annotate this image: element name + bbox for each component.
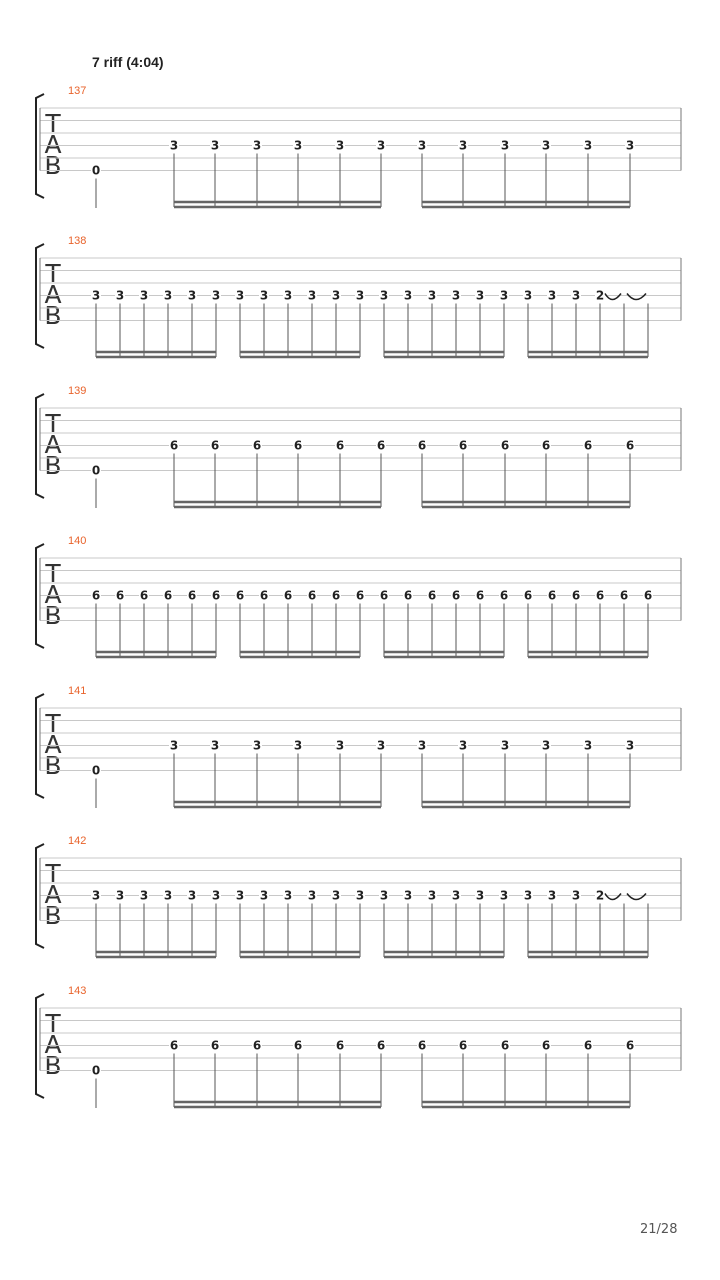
fret-number: 6 — [541, 438, 551, 453]
measure-number: 143 — [68, 985, 87, 997]
fret-number: 3 — [235, 288, 245, 303]
fret-number: 3 — [91, 888, 101, 903]
tab-clef-letter: A — [44, 580, 62, 609]
fret-number: 6 — [595, 588, 605, 603]
tab-clef-letter: B — [44, 901, 62, 930]
fret-number: 6 — [458, 1038, 468, 1053]
tab-staff — [0, 392, 720, 517]
fret-number: 3 — [376, 138, 386, 153]
measure-number: 141 — [68, 685, 87, 697]
tie-arc — [605, 894, 621, 900]
tab-clef-letter: A — [44, 880, 62, 909]
fret-number: 3 — [451, 888, 461, 903]
fret-number: 3 — [499, 288, 509, 303]
fret-number: 3 — [499, 888, 509, 903]
fret-number: 0 — [91, 1063, 101, 1078]
fret-number: 3 — [169, 738, 179, 753]
fret-number: 3 — [403, 888, 413, 903]
fret-number: 3 — [547, 888, 557, 903]
tab-clef-letter: B — [44, 601, 62, 630]
fret-number: 3 — [571, 888, 581, 903]
fret-number: 6 — [293, 438, 303, 453]
fret-number: 3 — [115, 288, 125, 303]
tab-clef-letter: T — [45, 709, 61, 738]
fret-number: 3 — [417, 138, 427, 153]
fret-number: 6 — [619, 588, 629, 603]
fret-number: 6 — [451, 588, 461, 603]
fret-number: 6 — [259, 588, 269, 603]
fret-number: 3 — [583, 738, 593, 753]
fret-number: 6 — [283, 588, 293, 603]
fret-number: 6 — [643, 588, 653, 603]
fret-number: 3 — [163, 888, 173, 903]
fret-number: 3 — [475, 288, 485, 303]
fret-number: 3 — [139, 888, 149, 903]
fret-number: 6 — [541, 1038, 551, 1053]
fret-number: 6 — [235, 588, 245, 603]
fret-number: 6 — [427, 588, 437, 603]
fret-number: 3 — [259, 888, 269, 903]
fret-number: 3 — [523, 288, 533, 303]
fret-number: 6 — [499, 588, 509, 603]
fret-number: 3 — [379, 288, 389, 303]
fret-number: 6 — [139, 588, 149, 603]
fret-number: 3 — [331, 888, 341, 903]
fret-number: 3 — [252, 138, 262, 153]
fret-number: 3 — [307, 888, 317, 903]
tab-staff — [0, 242, 720, 367]
tab-staff — [0, 692, 720, 817]
fret-number: 3 — [403, 288, 413, 303]
fret-number: 3 — [163, 288, 173, 303]
fret-number: 6 — [625, 438, 635, 453]
fret-number: 3 — [451, 288, 461, 303]
fret-number: 3 — [210, 738, 220, 753]
fret-number: 3 — [307, 288, 317, 303]
fret-number: 6 — [169, 438, 179, 453]
measure-number: 138 — [68, 235, 87, 247]
fret-number: 6 — [355, 588, 365, 603]
fret-number: 6 — [376, 1038, 386, 1053]
fret-number: 3 — [139, 288, 149, 303]
fret-number: 3 — [417, 738, 427, 753]
fret-number: 3 — [283, 888, 293, 903]
measure-number: 137 — [68, 85, 87, 97]
tab-system — [0, 535, 720, 667]
fret-number: 3 — [427, 288, 437, 303]
fret-number: 3 — [211, 288, 221, 303]
tab-staff — [0, 992, 720, 1117]
fret-number: 6 — [163, 588, 173, 603]
fret-number: 3 — [211, 888, 221, 903]
fret-number: 3 — [259, 288, 269, 303]
tab-clef-letter: A — [44, 130, 62, 159]
fret-number: 6 — [169, 1038, 179, 1053]
tab-system — [0, 835, 720, 967]
fret-number: 6 — [403, 588, 413, 603]
fret-number: 6 — [583, 438, 593, 453]
fret-number: 6 — [187, 588, 197, 603]
tab-system — [0, 235, 720, 367]
fret-number: 6 — [331, 588, 341, 603]
fret-number: 6 — [335, 1038, 345, 1053]
fret-number: 3 — [571, 288, 581, 303]
tab-clef-letter: B — [44, 451, 62, 480]
fret-number: 6 — [583, 1038, 593, 1053]
tab-staff — [0, 542, 720, 667]
tab-clef-letter: B — [44, 151, 62, 180]
tie-arc — [605, 294, 621, 300]
fret-number: 2 — [595, 888, 605, 903]
measure-number: 140 — [68, 535, 87, 547]
tab-system — [0, 85, 720, 217]
fret-number: 3 — [355, 288, 365, 303]
fret-number: 6 — [115, 588, 125, 603]
measure-number: 142 — [68, 835, 87, 847]
tab-staff — [0, 842, 720, 967]
fret-number: 6 — [523, 588, 533, 603]
tab-system — [0, 985, 720, 1117]
tab-clef-letter: T — [45, 559, 61, 588]
tab-clef-letter: B — [44, 1051, 62, 1080]
section-title: 7 riff (4:04) — [92, 54, 164, 70]
fret-number: 3 — [379, 888, 389, 903]
fret-number: 3 — [187, 888, 197, 903]
tab-staff — [0, 92, 720, 217]
fret-number: 3 — [500, 138, 510, 153]
fret-number: 6 — [252, 438, 262, 453]
fret-number: 3 — [475, 888, 485, 903]
fret-number: 3 — [235, 888, 245, 903]
fret-number: 2 — [595, 288, 605, 303]
fret-number: 6 — [210, 438, 220, 453]
fret-number: 3 — [331, 288, 341, 303]
fret-number: 0 — [91, 463, 101, 478]
fret-number: 3 — [583, 138, 593, 153]
fret-number: 6 — [293, 1038, 303, 1053]
tie-arc — [627, 894, 646, 900]
fret-number: 3 — [355, 888, 365, 903]
fret-number: 6 — [417, 438, 427, 453]
measure-number: 139 — [68, 385, 87, 397]
fret-number: 3 — [625, 138, 635, 153]
fret-number: 3 — [283, 288, 293, 303]
fret-number: 6 — [625, 1038, 635, 1053]
fret-number: 3 — [335, 138, 345, 153]
fret-number: 6 — [211, 588, 221, 603]
fret-number: 6 — [379, 588, 389, 603]
fret-number: 6 — [417, 1038, 427, 1053]
fret-number: 3 — [547, 288, 557, 303]
fret-number: 6 — [210, 1038, 220, 1053]
fret-number: 6 — [547, 588, 557, 603]
tab-clef-letter: A — [44, 1030, 62, 1059]
fret-number: 3 — [252, 738, 262, 753]
fret-number: 6 — [500, 1038, 510, 1053]
fret-number: 3 — [523, 888, 533, 903]
fret-number: 0 — [91, 163, 101, 178]
tab-clef-letter: T — [45, 259, 61, 288]
tab-system — [0, 685, 720, 817]
fret-number: 3 — [625, 738, 635, 753]
fret-number: 3 — [115, 888, 125, 903]
fret-number: 6 — [376, 438, 386, 453]
fret-number: 6 — [571, 588, 581, 603]
tie-arc — [627, 294, 646, 300]
tab-clef-letter: A — [44, 730, 62, 759]
tab-clef-letter: T — [45, 109, 61, 138]
fret-number: 0 — [91, 763, 101, 778]
fret-number: 3 — [187, 288, 197, 303]
fret-number: 3 — [458, 138, 468, 153]
tab-clef-letter: T — [45, 1009, 61, 1038]
fret-number: 3 — [293, 738, 303, 753]
page-number: 21/28 — [640, 1222, 678, 1237]
tab-system — [0, 385, 720, 517]
tab-clef-letter: A — [44, 280, 62, 309]
fret-number: 3 — [335, 738, 345, 753]
fret-number: 6 — [335, 438, 345, 453]
fret-number: 3 — [427, 888, 437, 903]
fret-number: 3 — [376, 738, 386, 753]
fret-number: 6 — [307, 588, 317, 603]
fret-number: 6 — [252, 1038, 262, 1053]
fret-number: 6 — [91, 588, 101, 603]
fret-number: 3 — [541, 738, 551, 753]
tab-clef-letter: T — [45, 859, 61, 888]
tab-clef-letter: A — [44, 430, 62, 459]
tab-clef-letter: B — [44, 301, 62, 330]
fret-number: 3 — [169, 138, 179, 153]
tab-clef-letter: B — [44, 751, 62, 780]
tab-clef-letter: T — [45, 409, 61, 438]
fret-number: 3 — [541, 138, 551, 153]
fret-number: 3 — [458, 738, 468, 753]
fret-number: 3 — [91, 288, 101, 303]
fret-number: 6 — [475, 588, 485, 603]
fret-number: 3 — [293, 138, 303, 153]
fret-number: 6 — [458, 438, 468, 453]
fret-number: 6 — [500, 438, 510, 453]
fret-number: 3 — [500, 738, 510, 753]
fret-number: 3 — [210, 138, 220, 153]
